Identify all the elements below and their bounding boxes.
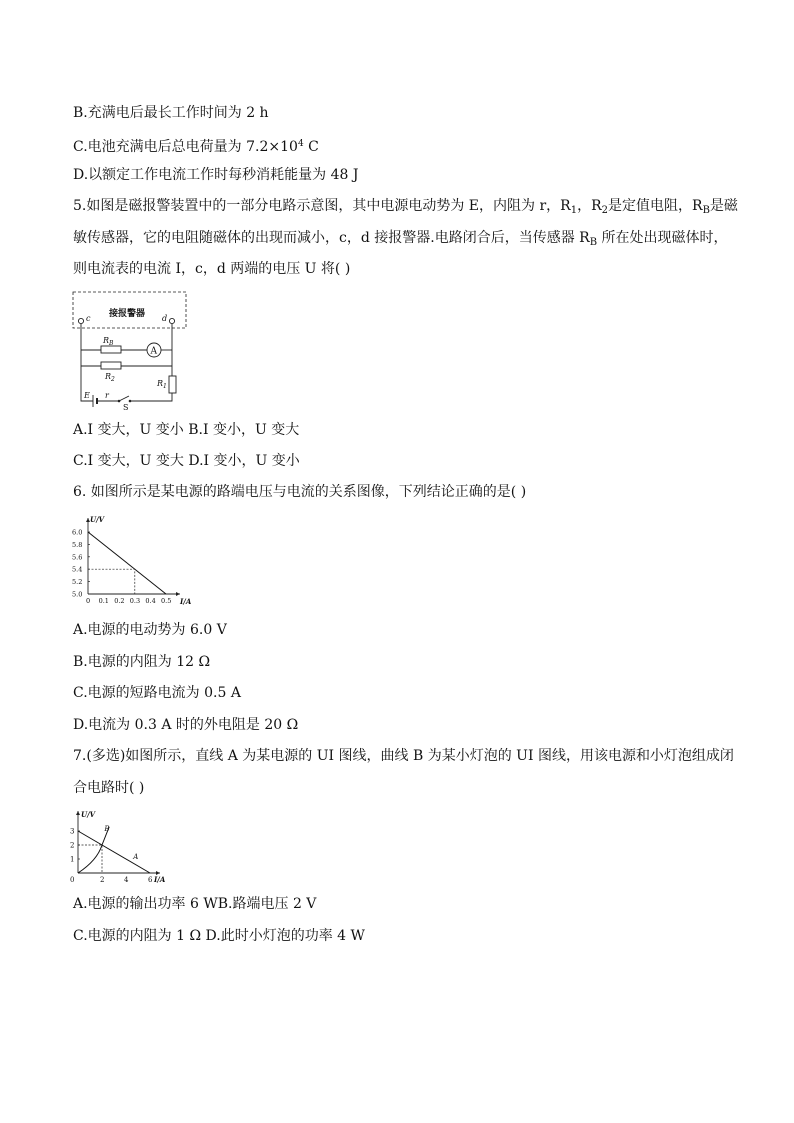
x-tick-label: 0.5 xyxy=(161,597,172,605)
x-tick-label: 6 xyxy=(148,876,153,884)
q4-option-b: B.充满电后最长工作时间为 2 h xyxy=(73,105,269,121)
q4-option-c: C.电池充满电后总电荷量为 $7.2\times 10^4$ C xyxy=(73,139,319,155)
y-tick-label: 5.8 xyxy=(72,540,83,549)
x-axis-label: I/A xyxy=(154,875,166,884)
x-axis-label: I/A xyxy=(180,597,192,606)
terminal-c-label: c xyxy=(86,314,91,323)
y-tick-label: 5.6 xyxy=(72,553,83,562)
y-tick-label: 1 xyxy=(70,855,75,864)
x-tick-label: 0.3 xyxy=(129,597,141,605)
series-line-a xyxy=(78,831,150,873)
y-tick-label: 6.0 xyxy=(72,528,83,537)
q5-options-cd: C.I 变大，U 变大 D.I 变小，U 变小 xyxy=(73,453,300,469)
resistor-r1 xyxy=(169,376,176,393)
x-tick-label: 2 xyxy=(100,876,105,884)
x-axis-arrow xyxy=(176,592,180,596)
x-tick-label: 0.1 xyxy=(98,597,109,605)
resistor-r2-label: $R_2$ xyxy=(105,372,115,383)
q5-stem-line1: 5.如图是磁报警装置中的一部分电路示意图，其中电源电动势为 E，内阻为 r，$R_1$，$R_2$是定值电阻，$R_B$是磁 xyxy=(73,198,738,216)
q7-stem-line1: 7.(多选)如图所示，直线 A 为某电源的 UI 图线，曲线 B 为某小灯泡的 UI 图线，用该电源和小灯泡组成闭 xyxy=(73,748,734,764)
q6-option-b: B.电源的内阻为 12 Ω xyxy=(73,654,211,670)
q6-option-c: C.电源的短路电流为 0.5 A xyxy=(73,685,241,701)
y-tick-label: 5.4 xyxy=(72,565,83,574)
terminal-d-label: d xyxy=(162,314,168,323)
y-tick-label: 5.2 xyxy=(72,578,83,587)
battery-r-label: r xyxy=(105,391,109,400)
q5-stem-line3: 则电流表的电流 I，c，d 两端的电压 U 将( ) xyxy=(73,261,351,277)
guide-dashed-line xyxy=(78,845,102,873)
y-tick-label: 2 xyxy=(70,841,75,850)
left-wire xyxy=(81,324,93,401)
q4-option-d: D.以额定工作电流工作时每秒消耗能量为 48 J xyxy=(73,167,359,183)
x-tick-label: 0.2 xyxy=(114,597,125,605)
series-line xyxy=(88,532,166,594)
series-label-a: A xyxy=(133,853,139,861)
y-axis-arrow xyxy=(76,811,80,815)
q6-option-a: A.电源的电动势为 6.0 V xyxy=(73,622,227,638)
switch-label: S xyxy=(123,403,129,410)
resistor-r1-label: $R_1$ xyxy=(157,379,167,390)
q7-options-cd: C.电源的内阻为 1 Ω D.此时小灯泡的功率 4 W xyxy=(73,928,365,944)
x-tick-label: 0.4 xyxy=(145,597,156,605)
switch-contact-right xyxy=(129,400,132,403)
q5-stem-line2: 敏传感器，它的电阻随磁体的出现而减小，c，d 接报警器.电路闭合后，当传感器 $R_B$ 所在处出现磁体时， xyxy=(73,230,728,248)
q7-options-ab: A.电源的输出功率 6 WB.路端电压 2 V xyxy=(73,896,317,912)
q7-ui-graph xyxy=(66,807,176,887)
y-tick-label: 5.0 xyxy=(72,590,83,599)
x-tick-label: 4 xyxy=(124,876,129,884)
ammeter-label: A xyxy=(150,346,157,357)
q5-options-ab: A.I 变大，U 变小 B.I 变小，U 变大 xyxy=(73,422,300,438)
terminal-d xyxy=(169,318,174,323)
q6-stem: 6. 如图所示是某电源的路端电压与电流的关系图像，下列结论正确的是( ) xyxy=(73,484,527,500)
alarm-label: 接报警器 xyxy=(109,309,146,319)
q6-ui-graph xyxy=(70,512,200,612)
q5-circuit-diagram xyxy=(70,290,192,410)
y-axis-label: U/V xyxy=(90,515,105,524)
resistor-r2 xyxy=(101,362,121,369)
guide-dashed-line xyxy=(88,569,135,594)
battery-e-label: E xyxy=(84,391,90,400)
q6-option-d: D.电流为 0.3 A 时的外电阻是 20 Ω xyxy=(73,717,299,733)
y-tick-label: 3 xyxy=(70,827,75,836)
resistor-rb-label: $R_B$ xyxy=(103,336,114,347)
q7-stem-line2: 合电路时( ) xyxy=(73,780,145,796)
y-axis-label: U/V xyxy=(81,810,96,819)
resistor-rb xyxy=(101,346,121,353)
x-tick-label: 0 xyxy=(70,876,75,884)
x-tick-label: 0 xyxy=(86,597,91,605)
series-label-b: B xyxy=(104,825,110,834)
terminal-c xyxy=(78,318,83,323)
switch-blade xyxy=(119,396,129,401)
